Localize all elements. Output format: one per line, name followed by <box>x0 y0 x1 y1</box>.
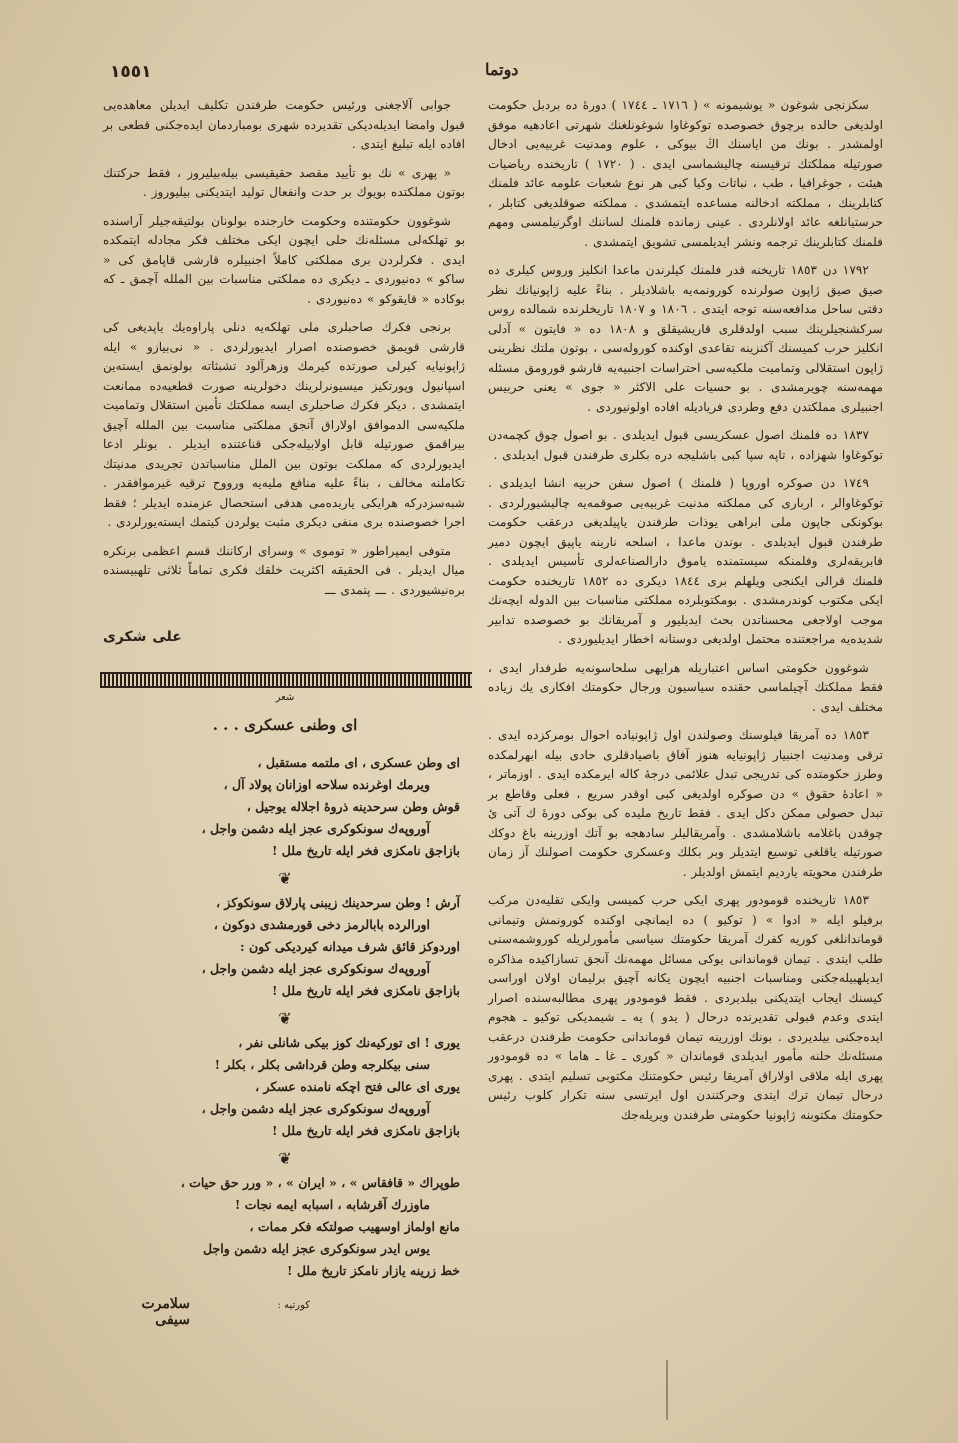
paragraph: سكزنجی شوغون « یوشیمونه » ( ١٧١٦ ـ ١٧٤٤ ) دورهٔ ده بردبل حكومت اولدیغی حالده برچوق خصوصده توكوغاوا شوغونلغنك شهرتی اعادهیه موفق اولمشدر . بونك من ایاسنك اڭ بیوكی ، علوم ومدنیت غربیه‌یی ادخال صورتیله مملكتك ترقیسنه چالیشماسی ایدی . ( ١٧٢٠ ) تاریخنده ریاضیات هیئت ، جوغرافیا ، طب ، نباتات وكیا كبی هر نوع شعبات علومه عائد فلمنك كتابلرینك ، مملكته ادخالنه مساعده ایتمشدی . مملكته صوقلدیغی كتابلر ، حرستیانلغه عائد اولانلردی . عینی زمانده فلمنك لساننك اوگرنیلمسی ومهم فلمنك كتابلرینك ترجمه ونشر ایدیلمسی تشویق ایتمشدی . <box>488 98 883 249</box>
stanza <box>110 1032 460 1142</box>
paragraph: ١٨٣٧ ده فلمنك اصول عسكریسی قبول ایدیلدی . بو اصول چوق كچمه‌دن توكوغاوا شهزاده ، تاپه سپا كبی باشلیجه دره بكلری طرفندن قبول ایدیلدی . <box>488 428 883 462</box>
verse-line: آوروپه‌ك سونكوكری عجز ایله دشمن واجل ، <box>201 961 430 976</box>
paragraph: ١٨٥٣ ده آمریقا فیلوسنك وصولندن اول ژاپونیاده احوال بومركزده ایدی . ترقی ومدنیت اجنبیار ژاپونیایه هنوز آفاق باصیادقلری حادی بیله ابهرلمكده وطرز حكومتده كی تدریجی تبدل علائمی درجهٔ كاله ایرمكده ایدی . اوزماتر ، « اعادهٔ حقوق » دن صوكره اولدیغی كبی اوقدر سریع ، فعلی وقاطع بر تبدل حصولی ممكن دكل ایدی . فقط تاریخ ملیده كی بوكی دورهٔ ك آتی ئ چوقدن باغلامه باشلامشدی . وآمریقالیلر سادهجه بو آتك اوزرینه باغ دوكك صورتیله یاقلغی توسیع ایتدیلر وبر بكلك وعسكری حكومت اصولنك آز زمان طرفندن محویته یاردیم ایتمش اولدیلر . <box>488 728 883 879</box>
poem-label: شعر <box>275 692 295 703</box>
paragraph: شوغوون حكومتی اساس اعتباریله هرایهی سلحاسونه‌یه طرفدار ایدی ، فقط مملكتك آچیلماسی حقنده سیاسیون ورجال حكومتك افكاری یك زیاده مختلف ایدی . <box>488 660 883 714</box>
verse-line: سنی بیكلرجه وطن قرداشی بكلر ، بكلر ! <box>214 1057 430 1072</box>
verse-line: بازاجق نامكزی فخر ایله تاریخ ملل ! <box>271 843 460 858</box>
stanza <box>110 1172 460 1282</box>
poem <box>110 692 460 1328</box>
verse-line: طوپراك « قافقاس » ، « ایران » ، « ورر حق حیات ، <box>180 1175 460 1190</box>
verse-line: یوری ای عالی فتح اچكه نامنده عسكر ، <box>255 1079 460 1094</box>
verse-line: قوش وطن سرحدینه ذروهٔ اجلاله یوجیل ، <box>246 799 460 814</box>
verse-line: یوس ایدر سونكوكرى عجز ایله دشمن واجل <box>203 1241 430 1256</box>
paragraph: شوغوون حكومتنده وحكومت خارجنده بولونان بولتیقه‌جیلر آراسنده بو تهلكه‌لی مسئله‌نك حلی ایچون ایكی مختلف فكر مجادله ایتمكده ایدی . فكرلردن بری مملكتی كاملاً اجنبیلره قارشی قاپامق كی « ساكو » دەنیوردی ـ دیكری ده مملكتی مناسبات بین الملله آچمق ـ كه بوكاده « قایقوكو » دەنیوردی . <box>103 213 465 306</box>
page-number: ١٥٥١ <box>110 62 152 82</box>
verse-line: یوری ! ای توركیه‌نك كوز بیكی شانلی نفر ، <box>238 1035 460 1050</box>
page-header <box>90 58 900 88</box>
poem-place: كورتیه : <box>277 1300 310 1311</box>
poem-title: ای وطنی عسكری . . . <box>212 716 358 734</box>
fleuron-icon: ❦ <box>278 1149 292 1168</box>
fleuron-icon: ❦ <box>278 1009 292 1028</box>
left-column <box>103 96 465 648</box>
paragraph: ١٨٥٣ تاریخنده قومودور پهری ایكی حرب كمیسی وایكی تقلیه‌دن مركب برفیلو ایله « ادوا » ( توكیو ) ده ایمانچی اوكنده كورونمش وتیمانی قوماندانلغی كوریه كفرك آمریقا حكومتك سیاسی مأمورلریله كوروشمه‌سنی طلب ایتدی . تیمان قوماندانی یوكی مسائل مهمه‌نك آنجق تسازاكیده مذاكره ایدیلهبیله‌جكنی ومناسبات اجنبیه ایچون یكانه آچیق برلیمان اولان اوراسی كیسنك ایجاب ایتدیكنی بیلدیردی . فقط قومودور پهری مطالبه‌سنده اصرار ایتدی وعدم قبولی تقدیرنده درحال ( یدو ) یه ـ شیمدیكی توكیو ـ هجوم ایده‌جكنی بیلدیردی . بونك اوزرینه تیمان قوماندانی حكومت طرفندن درعقب مسئله‌نك حلنه مأمور ایدیلدی قوماندان « كوری ـ غا ـ هاما » ده قومودور پهری ایله ملاقی اولاراق آمریقا رئیس حكومتنك مكتوبی تسلیم ایتدی . پهری درحال تیمان ترك ایتدی وحركتندن اول ایرتسی سنه تكرار كلوب رئیس حكومتك مكتوبنه ژاپونیا حكومتی طرفندن ویریله‌جك <box>488 893 883 1122</box>
verse-line: خط زرینه یازار نامكز تاریخ ملل ! <box>286 1263 460 1278</box>
paragraph: متوفی ایمپراطور « توموی » وسرای اركاننك قسم اعظمی برنكره میال ایدیلر . فی الحقیقه اكثریت خلقك فكری تماماً ثلاثی تلهبیسنده بره‌نیشیوردی . ـــ پتمدی ـــ <box>103 543 465 597</box>
right-column <box>488 96 883 1134</box>
verse-line: اورالرده بابالرمز دخی قورمشدی دوكون ، <box>213 917 430 932</box>
paragraph: ١٧٩٢ دن ١٨٥٣ تاریخنه قدر فلمنك كیلرندن ماعدا انكلیز وروس كیلری ده صیق صیق ژاپون صولرنده كورونمه‌یه باشلادیلر . بناءً علیه ژاپونیانك نظر دقتی ساحل مدافعه‌سنه توجه ایتدی . ١٨٠٦ و ١٨٠٧ تاریخلرنده شمالده روس سركشنجیلرینك سبب اولدقلری قاریشیقلق و ١٨٠٨ ده « فایتون » آدلی انكلیز حرب كمیسنك آكنزینه تقاعدی اوكنده كوروله‌سی ، بوتون ملتك نظرینی ژاپون استقلالی وتمامیت ملكیه‌سی احتراسات اجنبیه‌یه قارشو قورومق مسئله مهمه‌سنه چویرمشدی . بو حسیات علی الاكثر « جوی » یعنی حربیس اجنبیلری مملكتدن دفع وطردی فریادیله افاده اولونیوردی . <box>488 263 883 414</box>
stanza <box>110 752 460 862</box>
verse-line: ویرمك اوغرنده سلاحه اوزانان پولاد آل ، <box>223 777 430 792</box>
poem-author: سلامرت سیفی <box>141 1296 190 1328</box>
stanza <box>110 892 460 1002</box>
verse-line: بازاجق نامكزی فخر ایله تاریخ ملل ! <box>271 983 460 998</box>
verse-line: ماوزرك آقرشابه ، اسبابه ایمه نجات ! <box>234 1197 430 1212</box>
running-title: دوتما <box>485 60 519 79</box>
verse-line: اوردوكز قائق شرف میدانه كیردیكی كون : <box>240 939 460 954</box>
fold-mark <box>666 1360 668 1420</box>
paragraph: « پهری » نك بو تأیید مقصد حقیقیسی بیله‌بیلیروز ، فقط حركتنك بوتون مملكتده بویوك بر حدت وانفعال تولید ایتدیكنی بیلیوروز . <box>103 165 465 199</box>
hatched-rule <box>100 672 472 688</box>
paragraph: برنجی فكرك صاحبلری ملی تهلكه‌یه دنلی پاراوه‌یك یاپدیغی كی قارشی قویمق خصوصنده اصرار ایدیورلردی . « نی‌بیازو » ایله ژاپونیایه كیرلی صورتده كیرمك وزهرآلود تشبثاته بولونمق ایسته‌ین اسپانیول وپورتكیز میسیونرلرینك دخولرینه صورت قطعیه‌ده ممانعت ایتمشدی . دیكر فكرك صاحبلری ایسه مملكتك تأمین استقلال وتمامیت ملكیه‌سی الدموافق اولاراق آنجق مملكتی مناسبت بین الملله آچیق بیراقمق صورتیله قابل اولابیله‌جكی قناعتنده ایدیلر . بونلر ادعا ایدیورلردی كه مملكت بوتون بین الملل مناسباتدن تجریدی مدنیتك تكاملنه مخالف ، بناءً علیه منافع ملیه‌یه ورووح ترقیه غیرموافقدر . شبه‌سزدركه هرایكی یاریده‌می هدفی استحصال عزمنده ایدیلر ؛ فقط اجرا خصوصنده بری منفی دیكری مثبت یولردن كیتمك ایسته‌یورلردی . <box>103 320 465 529</box>
paragraph: ١٧٤٩ دن صوكره اوروپا ( فلمنك ) اصول سفن حربیه انشا ایدیلدی . توكوغاوالر ، ارباری كی مملكته مدنیت غربیه‌یی صوقمه‌یه چالیشیورلردی . بوكونكی جاپون ملی ابراهی یوذات طرفندن یاپیلدیغی درعقب حكومت طرفندن قبول ایدیلدی . بوندن ماعدا ، اسلحه نارینه یاپیق ایچون دمیر فابریقه‌لری وفلمنكه سیستمنده یاموق دارالصناعه‌لری تأسیس ایدیلدی . فلمنك قرالی ایكنجی ویلهلم بری ١٨٤٤ دیكری ده ١٨٥٢ تاریخنده حكومت ایكی مكتوب كوندرمشدی . بومكتوبلرده مملكتی مناسبات بین الدوله ایچه‌نك موجب اولاجغی محسناتدن بحث ایدیلیور و آمریقانك بو خصوصده تدابیر شدیده‌یه مراجعتنده محتمل اولدیغی دوستانه اخطار ایدیلیوردی . <box>488 476 884 646</box>
article-signature: علی شكرى <box>103 629 182 645</box>
paragraph: جوابی آلاجغنی ورئیس حكومت طرفندن تكلیف ایدیلن معاهده‌یی قبول وامضا ایدیله‌دیكی تقدیرده شهری بومباردمان ایده‌جكنی قطعی بر افاده ایله تبلیغ ایتدی . <box>103 98 465 151</box>
verse-line: آرش ! وطن سرحدینك زیبنی پارلاق سونكوكز ، <box>216 895 460 910</box>
poem-footer <box>110 1296 460 1328</box>
verse-line: ای وطن عسكری ، ای ملتمه مستقبل ، <box>257 755 460 770</box>
verse-line: مانع اولماز اوسهیب صولتكه فكر ممات ، <box>249 1219 460 1234</box>
fleuron-icon: ❦ <box>278 869 292 888</box>
verse-line: آوروپه‌ك سونكوكری عجز ایله دشمن واجل ، <box>201 821 430 836</box>
verse-line: بازاجق نامكزی فخر ایله تاریخ ملل ! <box>271 1123 460 1138</box>
verse-line: آوروپه‌ك سونكوكری عجز ایله دشمن واجل ، <box>201 1101 430 1116</box>
